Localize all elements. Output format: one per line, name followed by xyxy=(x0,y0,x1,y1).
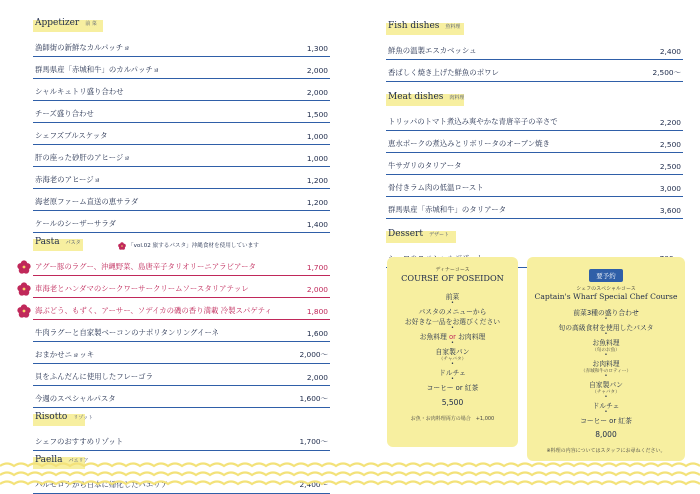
course2-fish: お魚料理 xyxy=(592,339,620,347)
course2-pasta: 旬の高級食材を使用したパスタ xyxy=(558,324,654,332)
menu-item-name: 貝をふんだんに使用したフレーゴラ xyxy=(35,372,153,381)
menu-item xyxy=(33,145,330,167)
course1-bread-sub: （チャバタ） xyxy=(438,357,467,362)
course1-or: or xyxy=(449,333,456,341)
menu-item-price: 1,700～ xyxy=(299,437,328,446)
course1-meat: お肉料理 xyxy=(458,333,486,341)
menu-item-price: 1,000 xyxy=(306,132,328,141)
left-column xyxy=(33,14,330,494)
fish-title: Fish dishes xyxy=(388,21,440,31)
menu-item-name: チーズ盛り合わせ xyxy=(35,109,94,118)
wave-line xyxy=(0,464,700,467)
menu-item-name: 香ばしく焼き上げた鮮魚のポワレ xyxy=(388,68,499,77)
menu-item xyxy=(33,35,330,57)
menu-item-name: シェフズブルスケッタ xyxy=(35,131,108,140)
menu-item-name: トリッパのトマト煮込み爽やかな青唐辛子の辛さで xyxy=(388,117,558,126)
pasta-list xyxy=(33,254,330,408)
menu-item xyxy=(386,109,683,131)
wave-decoration xyxy=(0,458,700,494)
menu-item-price: 2,000 xyxy=(306,373,328,382)
course1-dot: • xyxy=(451,300,454,306)
course2-starter: 前菜3種の盛り合わせ xyxy=(573,309,639,317)
menu-item-name: 牛サガリのタリアータ xyxy=(388,161,462,170)
menu-item xyxy=(33,167,330,189)
menu-item xyxy=(33,364,330,386)
menu-item-price: 1,300 xyxy=(306,44,328,53)
course1-title: COURSE OF POSEIDON xyxy=(401,273,504,283)
course2-dot: • xyxy=(604,409,608,415)
menu-item-name: おまかせニョッキ xyxy=(35,350,95,359)
course-chef-card xyxy=(527,257,685,461)
menu-item xyxy=(33,189,330,211)
course1-price: 5,500 xyxy=(441,398,464,407)
menu-item-price: 1,400 xyxy=(306,220,328,229)
paella-title: Paella xyxy=(35,455,63,465)
course1-bread: 自家製パン xyxy=(435,348,470,356)
menu-item-price: 2,400～ xyxy=(299,480,328,489)
menu-item-price: 3,000 xyxy=(659,184,681,193)
paella-subtitle: パエリア xyxy=(68,458,89,464)
menu-item-name: 恵水ポークの煮込みとリボリータのオーブン焼き xyxy=(388,139,550,148)
meat-title: Meat dishes xyxy=(388,92,444,102)
course2-drink: コーヒー or 紅茶 xyxy=(580,417,632,425)
course2-bread-sub: （チャバタ） xyxy=(592,390,620,395)
menu-item xyxy=(386,153,683,175)
appetizer-list xyxy=(33,35,330,233)
course2-label: シェフのスペシャルコース xyxy=(576,286,636,292)
risotto-subtitle: リゾット xyxy=(73,415,94,421)
menu-item-name: 牛肉ラグーと自家製ベーコンのナポリタンリングイーネ xyxy=(35,328,219,337)
menu-item-price: 1,000 xyxy=(306,154,328,163)
pasta-title: Pasta xyxy=(35,237,60,247)
menu-item xyxy=(33,320,330,342)
course1-note: お魚・お肉料理両方の場合 +1,000 xyxy=(410,416,495,422)
course2-dot: • xyxy=(604,316,608,322)
pasta-header xyxy=(33,233,330,254)
menu-item-name: 車海老とハンダマのシークワーサークリームソースタリアテッレ xyxy=(35,284,249,293)
menu-item-name: ケールのシーザーサラダ xyxy=(35,219,117,228)
course1-label: ディナーコース xyxy=(435,267,470,273)
menu-item-name: 群馬県産「赤城和牛」のカルパッチョ xyxy=(35,65,160,74)
course1-dot: • xyxy=(451,361,454,367)
course2-dot: • xyxy=(604,394,608,400)
course2-dot: • xyxy=(604,352,608,358)
menu-item-name: 今週のスペシャルパスタ xyxy=(35,394,116,403)
course2-bread: 自家製パン xyxy=(589,381,623,389)
menu-item-name: シェフのおすすめリゾット xyxy=(35,437,124,446)
course1-dot: • xyxy=(451,376,454,382)
pasta-note-text: 「vol.02 旅するパスタ」沖縄食材を使用しています xyxy=(128,243,259,249)
risotto-list xyxy=(33,429,330,451)
hibiscus-icon xyxy=(17,282,31,296)
fish-subtitle: 魚料理 xyxy=(445,24,461,30)
course2-dot: • xyxy=(604,331,608,337)
menu-item-name: 群馬県産「赤城和牛」のタリアータ xyxy=(388,205,507,214)
course1-starter: 前菜 xyxy=(445,293,460,301)
menu-item-price: 1,200 xyxy=(306,176,328,185)
course1-dot: • xyxy=(451,340,454,346)
menu-item xyxy=(33,101,330,123)
course2-meat-sub: （赤城和牛のロティー） xyxy=(580,369,632,374)
menu-item xyxy=(33,386,330,408)
wave-line xyxy=(0,473,700,476)
pasta-note xyxy=(118,241,259,250)
menu-item-name: 赤海老のアヒージョ xyxy=(35,175,101,184)
menu-item xyxy=(386,131,683,153)
wave-line xyxy=(0,482,700,485)
appetizer-subtitle: 前 菜 xyxy=(85,21,97,27)
course2-meat: お肉料理 xyxy=(592,360,620,368)
menu-item-price: 1,600～ xyxy=(299,394,328,403)
dessert-header xyxy=(386,225,683,246)
menu-item-name: 漁師街の新鮮なカルパッチョ xyxy=(35,43,131,52)
menu-item-price: 2,000 xyxy=(306,66,328,75)
risotto-title: Risotto xyxy=(35,412,68,422)
menu-item-name: 肝の座った砂肝のアヒージョ xyxy=(35,153,131,162)
menu-item xyxy=(33,79,330,101)
menu-item-price: 2,200 xyxy=(659,118,681,127)
menu-item-price: 2,400 xyxy=(659,47,681,56)
menu-item-price: 1,500 xyxy=(306,110,328,119)
appetizer-title: Appetizer xyxy=(35,18,80,28)
course2-fish-sub: （旬のお魚） xyxy=(592,348,620,353)
menu-item-name: 海ぶどう、もずく、アーサー、ソデイカの磯の香り満載 冷製スパゲティ xyxy=(35,306,272,315)
course1-dot: • xyxy=(451,325,454,331)
menu-item-price: 3,600 xyxy=(659,206,681,215)
course1-drink: コーヒー or 紅茶 xyxy=(426,384,479,392)
menu-item xyxy=(386,60,683,82)
risotto-header xyxy=(33,408,330,429)
menu-item xyxy=(33,123,330,145)
menu-item-price: 2,000 xyxy=(306,88,328,97)
menu-item-price: 2,500 xyxy=(659,140,681,149)
course-poseidon-card xyxy=(387,257,518,447)
menu-item xyxy=(33,211,330,233)
meat-list xyxy=(386,109,683,219)
menu-item xyxy=(33,276,330,298)
menu-item-price: 2,500 xyxy=(659,162,681,171)
hibiscus-icon xyxy=(17,260,31,274)
menu-item-name: シャルキュトリ盛り合わせ xyxy=(35,87,124,96)
menu-item-name: バルセロナから日本に帰化したパエリア xyxy=(35,480,169,489)
menu-item-price: 1,200 xyxy=(306,198,328,207)
hibiscus-icon xyxy=(17,304,31,318)
menu-item-price: 1,800 xyxy=(306,307,328,316)
menu-item xyxy=(33,298,330,320)
dessert-subtitle: デザート xyxy=(429,232,450,238)
menu-item-name: アグー豚のラグー、沖縄野菜、島唐辛子タリオリーニアラビアータ xyxy=(35,262,256,271)
course1-fish: お魚料理 xyxy=(419,333,447,341)
course2-dolce: ドルチェ xyxy=(592,402,620,410)
menu-item xyxy=(33,254,330,276)
fish-header xyxy=(386,17,683,38)
menu-item-price: 2,000 xyxy=(306,285,328,294)
menu-item xyxy=(33,57,330,79)
pasta-subtitle: パスタ xyxy=(65,240,81,246)
menu-item xyxy=(33,342,330,364)
menu-item-price: 1,700 xyxy=(306,263,328,272)
menu-item xyxy=(33,429,330,451)
menu-item xyxy=(386,197,683,219)
course2-title: Captain's Wharf Special Chef Course xyxy=(534,292,678,301)
course2-price: 8,000 xyxy=(595,430,617,439)
menu-item-name: 海老原ファーム直送の恵サラダ xyxy=(35,197,139,206)
menu-item-price: 1,600 xyxy=(306,329,328,338)
dessert-title: Dessert xyxy=(388,229,424,239)
course1-pasta-line2: お好きな一品をお選びください xyxy=(404,318,501,326)
menu-item xyxy=(386,38,683,60)
course1-dolce: ドルチェ xyxy=(439,369,466,377)
menu-item-name: 骨付きラム肉の低温ロースト xyxy=(388,183,484,192)
meat-subtitle: 肉料理 xyxy=(449,95,465,101)
menu-item-price: 2,000～ xyxy=(299,350,328,359)
fish-list xyxy=(386,38,683,82)
right-column xyxy=(386,17,683,268)
appetizer-header xyxy=(33,14,330,35)
menu-item xyxy=(386,175,683,197)
menu-item-name: 鮮魚の温製エスカベッシュ xyxy=(388,46,477,55)
hibiscus-icon xyxy=(118,242,126,250)
course2-dot: • xyxy=(604,373,608,379)
course2-note: ※料理の内容についてはスタッフにお尋ねください。 xyxy=(546,448,666,454)
meat-header xyxy=(386,88,683,109)
menu-item-price: 2,500～ xyxy=(652,68,681,77)
course1-pasta-line1: パスタのメニューから xyxy=(418,308,487,316)
reservation-badge: 要予約 xyxy=(589,269,623,282)
